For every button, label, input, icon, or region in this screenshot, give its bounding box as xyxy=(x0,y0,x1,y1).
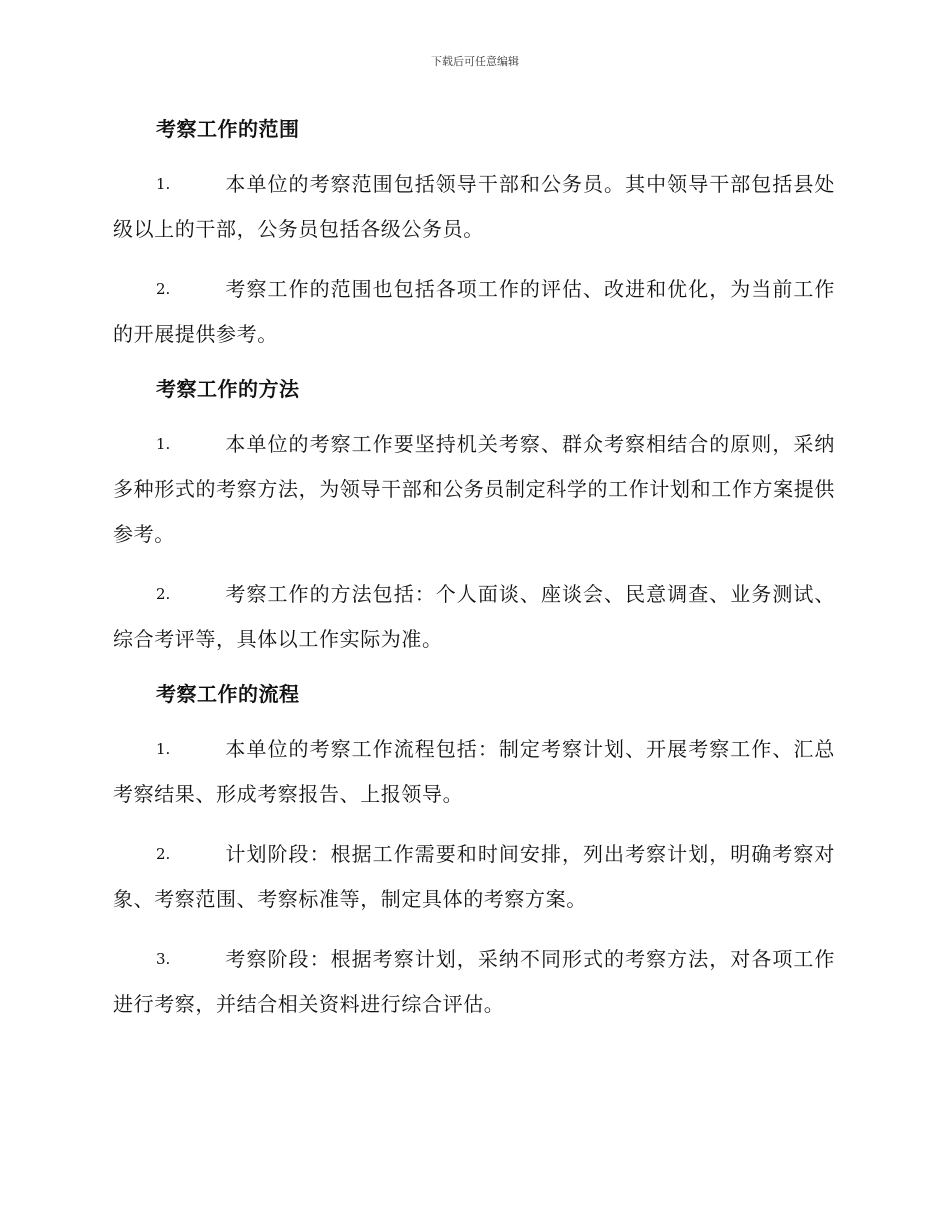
list-item xyxy=(113,572,835,662)
section-process xyxy=(113,677,835,1027)
item-text: 计划阶段：根据工作需要和时间安排，列出考察计划，明确考察对象、考察范围、考察标准等，制定具体的考察方案。 xyxy=(113,842,835,911)
section-heading: 考察工作的范围 xyxy=(156,117,300,141)
list-item xyxy=(113,267,835,357)
item-text: 本单位的考察工作要坚持机关考察、群众考察相结合的原则，采纳多种形式的考察方法，为领导干部和公务员制定科学的工作计划和工作方案提供参考。 xyxy=(113,432,835,546)
page-header: 下载后可任意编辑 xyxy=(431,55,519,68)
list-item xyxy=(113,727,835,817)
item-number: 2. xyxy=(156,585,171,603)
item-number: 1. xyxy=(156,740,171,758)
item-text: 本单位的考察范围包括领导干部和公务员。其中领导干部包括县处级以上的干部，公务员包括各级公务员。 xyxy=(113,172,835,241)
item-text: 考察阶段：根据考察计划，采纳不同形式的考察方法，对各项工作进行考察，并结合相关资料进行综合评估。 xyxy=(113,947,835,1016)
item-number: 2. xyxy=(156,280,171,298)
section-scope xyxy=(113,112,835,357)
section-heading: 考察工作的方法 xyxy=(156,377,300,401)
item-number: 3. xyxy=(156,950,171,968)
section-method xyxy=(113,372,835,662)
item-text: 考察工作的范围也包括各项工作的评估、改进和优化，为当前工作的开展提供参考。 xyxy=(113,277,835,346)
item-text: 本单位的考察工作流程包括：制定考察计划、开展考察工作、汇总考察结果、形成考察报告、上报领导。 xyxy=(113,737,835,806)
list-item xyxy=(113,162,835,252)
item-number: 1. xyxy=(156,435,171,453)
list-item xyxy=(113,422,835,557)
list-item xyxy=(113,937,835,1027)
item-text: 考察工作的方法包括：个人面谈、座谈会、民意调查、业务测试、综合考评等，具体以工作实际为准。 xyxy=(113,582,835,651)
section-heading: 考察工作的流程 xyxy=(156,682,300,706)
item-number: 2. xyxy=(156,845,171,863)
item-number: 1. xyxy=(156,175,171,193)
list-item xyxy=(113,832,835,922)
document-body xyxy=(113,112,835,1042)
